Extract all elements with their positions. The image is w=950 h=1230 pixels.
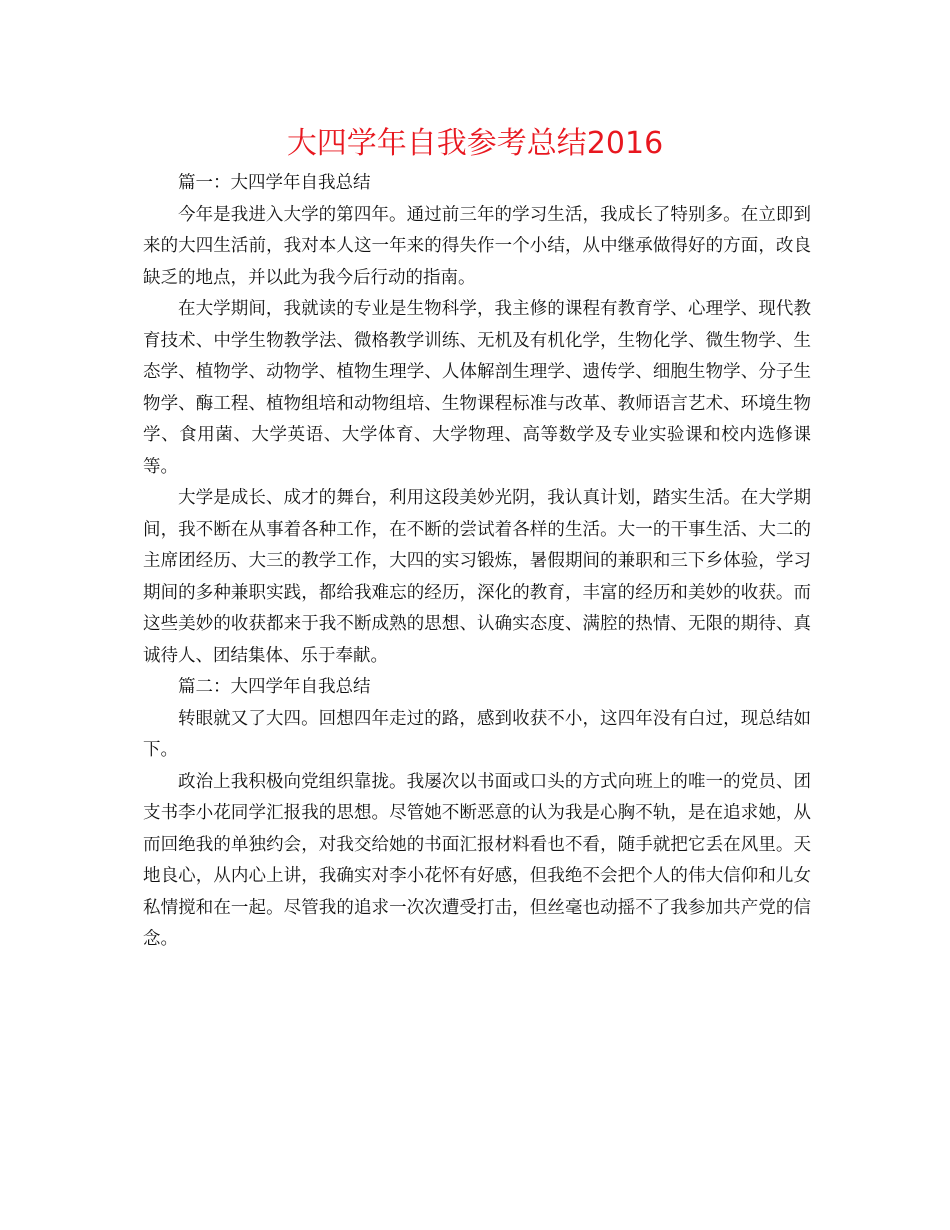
paragraph: 政治上我积极向党组织靠拢。我屡次以书面或口头的方式向班上的唯一的党员、团支书李小花同学汇报我的思想。尽管她不断恶意的认为我是心胸不轨，是在追求她，从而回绝我的单独约会，对我交给她的书面汇报材料看也不看，随手就把它丢在风里。天地良心，从内心上讲，我确实对李小花怀有好感，但我绝不会把个人的伟大信仰和儿女私情搅和在一起。尽管我的追求一次次遭受打击，但丝毫也动摇不了我参加共产党的信念。 — [143, 771, 811, 949]
document-title: 大四学年自我参考总结2016 — [286, 126, 664, 161]
paragraph: 转眼就又了大四。回想四年走过的路，感到收获不小，这四年没有白过，现总结如下。 — [143, 708, 811, 760]
section-heading-1: 篇一：大四学年自我总结 — [178, 173, 371, 193]
paragraph: 在大学期间，我就读的专业是生物科学，我主修的课程有教育学、心理学、现代教育技术、中学生物教学法、微格教学训练、无机及有机化学，生物化学、微生物学、生态学、植物学、动物学、植物生理学、人体解剖生理学、遗传学、细胞生物学、分子生物学、酶工程、植物组培和动物组培、生物课程标准与改革、教师语言艺术、环境生物学、食用菌、大学英语、大学体育、大学物理、高等数学及专业实验课和校内选修课等。 — [143, 299, 811, 477]
paragraph: 今年是我进入大学的第四年。通过前三年的学习生活，我成长了特别多。在立即到来的大四生活前，我对本人这一年来的得失作一个小结，从中继承做得好的方面，改良缺乏的地点，并以此为我今后行动的指南。 — [143, 204, 811, 288]
paragraph: 大学是成长、成才的舞台，利用这段美妙光阴，我认真计划，踏实生活。在大学期间，我不断在从事着各种工作，在不断的尝试着各样的生活。大一的干事生活、大二的主席团经历、大三的教学工作，大四的实习锻炼，暑假期间的兼职和三下乡体验，学习期间的多种兼职实践，都给我难忘的经历，深化的教育，丰富的经历和美妙的收获。而这些美妙的收获都来于我不断成熟的思想、认确实态度、满腔的热情、无限的期待、真诚待人、团结集体、乐于奉献。 — [143, 488, 811, 666]
section-heading-2: 篇二：大四学年自我总结 — [178, 677, 371, 697]
document-body — [143, 168, 811, 956]
